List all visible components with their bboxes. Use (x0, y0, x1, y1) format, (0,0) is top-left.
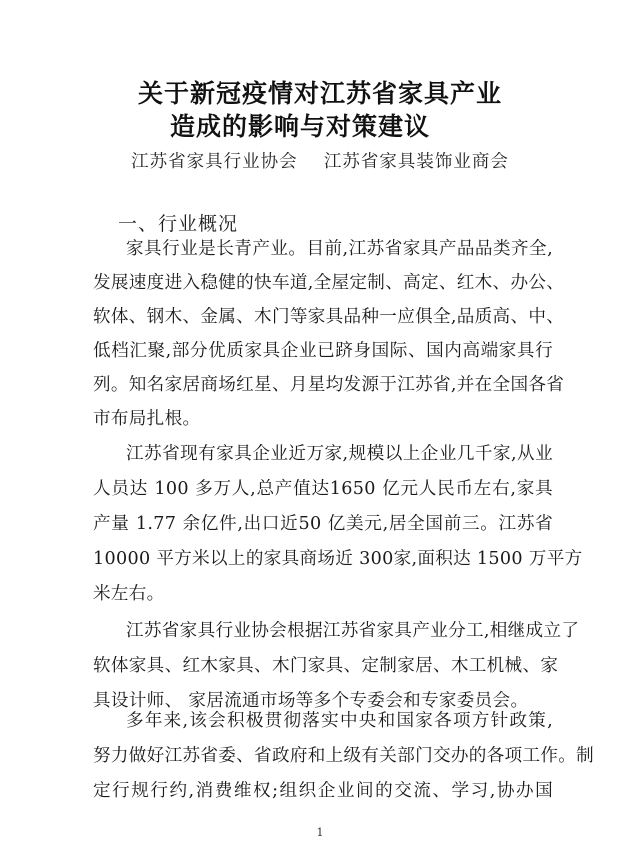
paragraph-line: 低档汇聚,部分优质家具企业已跻身国际、国内高端家具行 (93, 341, 553, 361)
paragraph-line: 具设计师、 家居流通市场等多个专委会和专家委员会。 (93, 691, 529, 711)
paragraph-line: 软体家具、红木家具、木门家具、定制家居、木工机械、家 (93, 656, 559, 676)
document-title-line-2: 造成的影响与对策建议 (169, 112, 430, 141)
paragraph-line: 多年来,该会积极贯彻落实中央和国家各项方针政策, (126, 711, 553, 731)
paragraph-line: 10000 平方米以上的家具商场近 300家,面积达 1500 万平方 (93, 549, 583, 569)
paragraph-line: 江苏省现有家具企业近万家,规模以上企业几千家,从业 (126, 444, 553, 464)
section-heading-overview: 一、行业概况 (118, 213, 239, 235)
paragraph-line: 定行规行约,消费维权;组织企业间的交流、学习,协办国 (93, 781, 553, 801)
paragraph-line: 列。知名家居商场红星、月星均发源于江苏省,并在全国各省 (93, 375, 565, 395)
page-number: 1 (316, 826, 324, 839)
paragraph-line: 发展速度进入稳健的快车道,全屋定制、高定、红木、办公、 (93, 273, 565, 293)
paragraph-line: 米左右。 (93, 584, 165, 604)
paragraph-line: 家具行业是长青产业。目前,江苏省家具产品品类齐全, (126, 239, 553, 259)
paragraph-line: 人员达 100 多万人,总产值达1650 亿元人民币左右,家具 (93, 479, 553, 499)
paragraph-line: 产量 1.77 余亿件,出口近50 亿美元,居全国前三。江苏省 (93, 514, 553, 534)
paragraph-line: 努力做好江苏省委、省政府和上级有关部门交办的各项工作。制 (93, 746, 595, 766)
paragraph-line: 江苏省家具行业协会根据江苏省家具产业分工,相继成立了 (126, 621, 580, 641)
paragraph-line: 软体、钢木、金属、木门等家具品种一应俱全,品质高、中、 (93, 307, 565, 327)
paragraph-line: 市布局扎根。 (93, 409, 201, 429)
document-title-line-1: 关于新冠疫情对江苏省家具产业 (137, 79, 502, 108)
issuing-organizations: 江苏省家具行业协会 江苏省家具装饰业商会 (131, 152, 509, 172)
